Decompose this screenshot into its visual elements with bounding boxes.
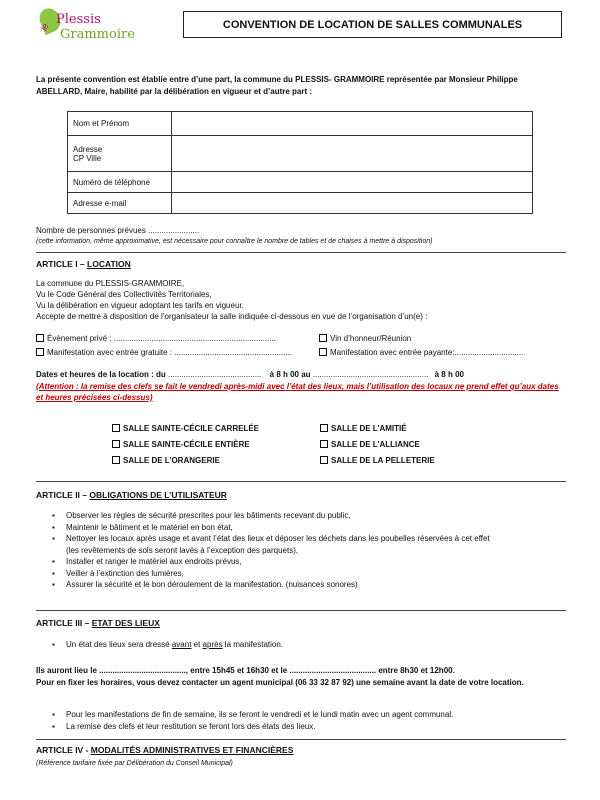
article-1-line: Accepte de mettre à disposition de l’organisateur la salle indiquée ci-dessous en vue de l’organisation d’un(e) :: [36, 312, 428, 321]
document-title: CONVENTION DE LOCATION DE SALLES COMMUNALES: [183, 11, 562, 38]
persons-note: (cette information, même approximative, est nécessaire pour connaître le nombre de tables et de chaises à mettre à disposition): [36, 238, 433, 245]
contact-line: Pour en fixer les horaires, vous devez contacter un agent municipal (06 33 32 87 92) une semaine avant la date de votre location.: [36, 678, 524, 687]
list-item: ▪ Veiller à l’extinction des lumières,: [52, 568, 572, 580]
list-item: ▪ Installer et ranger le matériel aux endroits prévus,: [52, 556, 572, 568]
option-vin-honneur[interactable]: Vin d’honneur/Réunion: [319, 333, 411, 344]
list-item: ▪ Nettoyer les locaux après usage et avant l’état des lieux et déposer les déchets dans les poubelles réservées à cet effet (les revêtements de sols seront lavés à l’exception des parquets),: [52, 533, 572, 556]
email-label: Adresse e-mail: [68, 193, 172, 214]
article-1-line: Vu la délibération en vigueur adoptant les tarifs en vigueur.: [36, 301, 244, 310]
list-item: ▪ Observer les règles de sécurité prescrites pour les bâtiments recevant du public,: [52, 510, 572, 522]
name-field[interactable]: [172, 112, 533, 136]
option-prive[interactable]: Évènement privé : .........................................................................: [36, 333, 276, 344]
article-4-note: (Référence tarifaire fixée par Délibération du Conseil Municipal): [36, 760, 233, 767]
option-payante[interactable]: Manifestation avec entrée payante:...............................: [319, 347, 523, 358]
checkbox[interactable]: [319, 334, 327, 342]
persons-count: Nombre de personnes prévues .......................: [36, 226, 200, 235]
email-field[interactable]: [172, 193, 533, 214]
name-label: Nom et Prénom: [68, 112, 172, 136]
salle-option[interactable]: SALLE DE L’ALLIANCE: [320, 440, 420, 449]
divider: [36, 739, 566, 740]
divider: [36, 252, 566, 253]
list-item: ▪ Un état des lieux sera dressé avant et après la manifestation.: [52, 639, 572, 651]
checkbox[interactable]: [320, 440, 328, 448]
checkbox[interactable]: [320, 456, 328, 464]
list-item: ▪ Maintenir le bâtiment et le matériel en bon état,: [52, 522, 572, 534]
checkbox[interactable]: [112, 456, 120, 464]
article-1-line: La commune du PLESSIS-GRAMMOIRE,: [36, 279, 185, 288]
list-item: ▪ La remise des clefs et leur restitution se feront lors des états des lieux.: [52, 721, 572, 733]
option-gratuite[interactable]: Manifestation avec entrée gratuite : .....................................................: [36, 347, 292, 358]
checkbox[interactable]: [36, 334, 44, 342]
divider: [36, 610, 566, 611]
keys-warning: (Attention : la remise des clefs se fait le vendredi après-midi avec l’état des lieux, mais l’utilisation des locaux ne prend effet qu’aux dates et heures précisées ci-dessus): [36, 382, 559, 402]
address-label: Adresse CP Ville: [68, 136, 172, 172]
intro-paragraph: La présente convention est établie entre d’une part, la commune du PLESSIS- GRAMMOIRE représentée par Monsieur Philippe ABELLARD, Maire, habilité par la délibération en vigueur et d’autre part :: [36, 75, 518, 96]
phone-label: Numéro de téléphone: [68, 172, 172, 193]
article-1-heading: ARTICLE I – LOCATION: [36, 259, 131, 269]
salle-option[interactable]: SALLE DE L’ORANGERIE: [112, 456, 220, 465]
checkbox[interactable]: [112, 424, 120, 432]
salle-option[interactable]: SALLE SAINTE-CÉCILE CARRELÉE: [112, 424, 259, 433]
plessis-grammoire-logo: le Plessis Grammoire: [36, 8, 128, 60]
salle-option[interactable]: SALLE SAINTE-CÉCILE ENTIÈRE: [112, 440, 250, 449]
phone-field[interactable]: [172, 172, 533, 193]
rental-dates: Dates et heures de la location : du .......................................... à 8 h 00 au .................................................... à 8 h 00: [36, 370, 464, 379]
checkbox[interactable]: [319, 348, 327, 356]
list-item: ▪ Pour les manifestations de fin de semaine, ils se feront le vendredi et le lundi matin avec un agent communal.: [52, 709, 572, 721]
article-3-heading: ARTICLE III – ETAT DES LIEUX: [36, 618, 160, 628]
schedule-line: Ils auront lieu le ......................................., entre 15h45 et 16h30 et le ....................................... entre 8h30 et 12h00.: [36, 666, 455, 675]
etat-lieux-list-2: [52, 709, 572, 732]
etat-lieux-list: [52, 639, 572, 651]
article-2-heading: ARTICLE II – OBLIGATIONS DE L’UTILISATEUR: [36, 490, 227, 500]
checkbox[interactable]: [320, 424, 328, 432]
article-4-heading: ARTICLE IV - MODALITÉS ADMINISTRATIVES ET FINANCIÈRES: [36, 745, 294, 755]
address-field[interactable]: [172, 136, 533, 172]
divider: [36, 481, 566, 482]
article-1-line: Vu le Code Général des Collectivités Territoriales,: [36, 290, 212, 299]
organizer-info-table: [67, 111, 533, 214]
checkbox[interactable]: [36, 348, 44, 356]
list-item: ▪ Assurer la sécurité et le bon déroulement de la manifestation. (nuisances sonores): [52, 579, 572, 591]
salle-option[interactable]: SALLE DE LA PELLETERIE: [320, 456, 435, 465]
checkbox[interactable]: [112, 440, 120, 448]
salle-option[interactable]: SALLE DE L’AMITIÉ: [320, 424, 407, 433]
obligations-list: [52, 510, 572, 591]
